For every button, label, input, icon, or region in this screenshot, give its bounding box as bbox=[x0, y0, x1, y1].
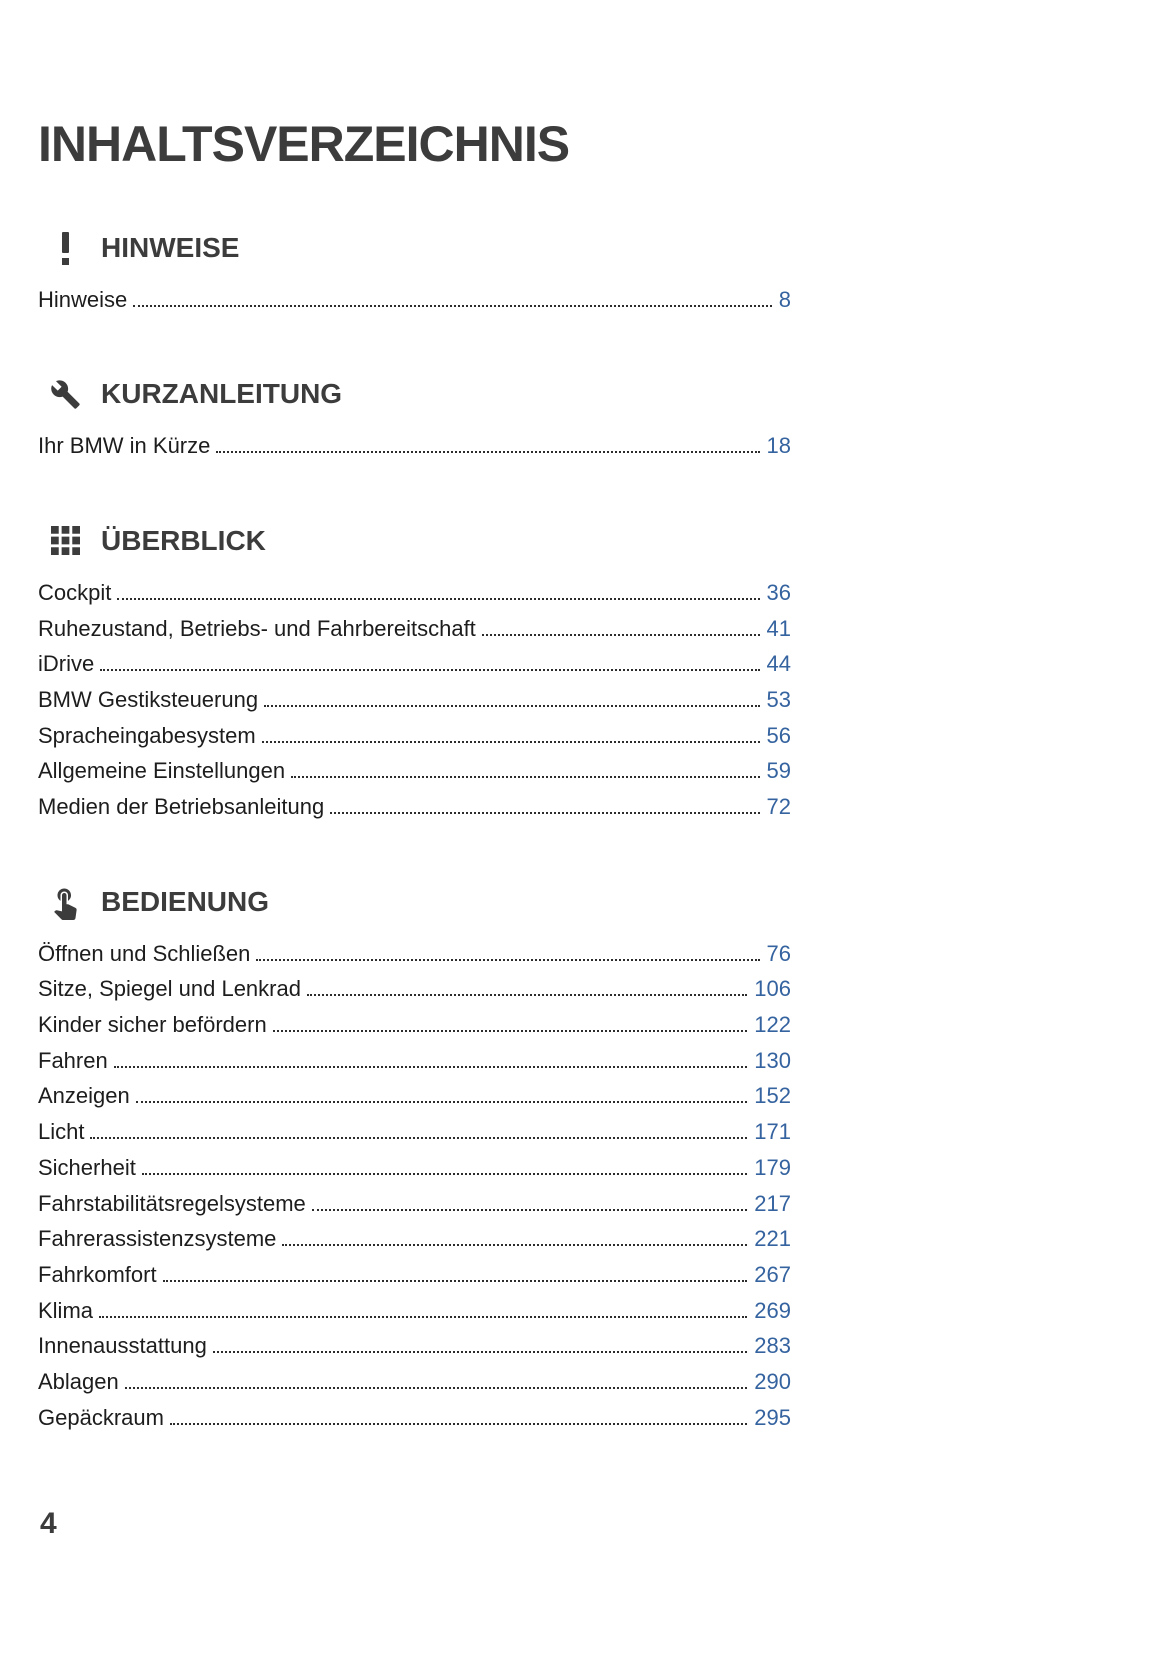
entry-page-ref: 171 bbox=[754, 1119, 791, 1145]
entry-page-ref: 122 bbox=[754, 1012, 791, 1038]
entry-label: Sitze, Spiegel und Lenkrad bbox=[38, 976, 301, 1002]
dot-leader bbox=[114, 1066, 748, 1068]
entry-label: Innenausstattung bbox=[38, 1333, 207, 1359]
dot-leader bbox=[282, 1244, 747, 1246]
entry-page-ref: 217 bbox=[754, 1190, 791, 1216]
dot-leader bbox=[117, 598, 759, 600]
toc-entry[interactable] bbox=[38, 1043, 791, 1079]
dot-leader bbox=[125, 1387, 748, 1389]
entry-page-ref: 290 bbox=[754, 1368, 791, 1394]
toc-entry[interactable] bbox=[38, 575, 791, 611]
entry-label: Ruhezustand, Betriebs- und Fahrbereitschaft bbox=[38, 615, 476, 641]
toc-entry[interactable] bbox=[38, 1186, 791, 1222]
entry-label: Spracheingabesystem bbox=[38, 722, 256, 748]
toc-section-ueberblick bbox=[38, 520, 791, 825]
entry-page-ref: 72 bbox=[766, 794, 791, 819]
wrench-icon bbox=[44, 373, 86, 415]
dot-leader bbox=[262, 741, 760, 743]
section-header bbox=[38, 373, 791, 415]
entry-label: Ablagen bbox=[38, 1368, 119, 1394]
dot-leader bbox=[99, 1316, 747, 1318]
entry-page-ref: 152 bbox=[754, 1083, 791, 1109]
page-title: INHALTSVERZEICHNIS bbox=[38, 116, 570, 172]
entry-page-ref: 221 bbox=[754, 1226, 791, 1252]
section-heading: KURZANLEITUNG bbox=[101, 378, 343, 410]
section-header bbox=[38, 520, 791, 562]
entry-label: Fahrstabilitätsregelsysteme bbox=[38, 1190, 306, 1216]
section-header bbox=[38, 227, 791, 269]
dot-leader bbox=[163, 1280, 748, 1282]
entry-page-ref: 106 bbox=[754, 976, 791, 1002]
toc-entry[interactable] bbox=[38, 1150, 791, 1186]
toc-section-bedienung bbox=[38, 881, 791, 1436]
entry-page-ref: 76 bbox=[766, 940, 791, 966]
entry-page-ref: 59 bbox=[766, 758, 791, 784]
entry-label: Licht bbox=[38, 1119, 85, 1145]
dot-leader bbox=[330, 812, 759, 814]
dot-leader bbox=[100, 669, 759, 671]
dot-leader bbox=[136, 1101, 748, 1103]
entry-label: Anzeigen bbox=[38, 1083, 130, 1109]
entry-label: Ihr BMW in Kürze bbox=[38, 433, 211, 459]
page-number: 4 bbox=[40, 1507, 57, 1540]
toc-section-kurzanleitung bbox=[38, 373, 791, 464]
entry-page-ref: 56 bbox=[766, 722, 791, 748]
entry-label: Hinweise bbox=[38, 286, 128, 312]
toc-entry[interactable] bbox=[38, 1114, 791, 1150]
entry-page-ref: 130 bbox=[754, 1047, 791, 1073]
dot-leader bbox=[291, 776, 759, 778]
entry-label: Kinder sicher befördern bbox=[38, 1012, 267, 1038]
dot-leader bbox=[133, 305, 771, 307]
toc-entry[interactable] bbox=[38, 1400, 791, 1436]
dot-leader bbox=[256, 959, 759, 961]
toc-entry[interactable] bbox=[38, 1078, 791, 1114]
entry-page-ref: 179 bbox=[754, 1154, 791, 1180]
dot-leader bbox=[142, 1173, 747, 1175]
dot-leader bbox=[307, 994, 747, 996]
dot-leader bbox=[216, 451, 759, 453]
entry-label: Allgemeine Einstellungen bbox=[38, 758, 286, 784]
grid-icon bbox=[44, 520, 86, 562]
hand-touch-icon bbox=[44, 881, 86, 923]
toc-section-hinweise bbox=[38, 227, 791, 318]
toc-entry[interactable] bbox=[38, 718, 791, 754]
dot-leader bbox=[273, 1030, 748, 1032]
toc-entry[interactable] bbox=[38, 646, 791, 682]
entry-label: Fahren bbox=[38, 1047, 108, 1073]
toc-entry[interactable] bbox=[38, 1328, 791, 1364]
entry-page-ref: 295 bbox=[754, 1404, 791, 1430]
section-heading: BEDIENUNG bbox=[101, 885, 270, 917]
entry-label: Klima bbox=[38, 1297, 94, 1323]
entry-label: BMW Gestiksteuerung bbox=[38, 686, 259, 712]
section-header bbox=[38, 881, 791, 923]
entry-page-ref: 44 bbox=[766, 651, 791, 677]
toc-entry[interactable] bbox=[38, 1007, 791, 1043]
entry-label: Fahrerassistenzsysteme bbox=[38, 1226, 277, 1252]
toc-entry[interactable] bbox=[38, 1293, 791, 1329]
entry-page-ref: 53 bbox=[766, 686, 791, 712]
entry-page-ref: 283 bbox=[754, 1333, 791, 1359]
toc-entry[interactable] bbox=[38, 936, 791, 972]
toc-entry[interactable] bbox=[38, 1364, 791, 1400]
toc-entry[interactable] bbox=[38, 753, 791, 789]
entry-page-ref: 18 bbox=[766, 433, 791, 459]
section-heading: HINWEISE bbox=[101, 231, 240, 263]
toc-entry[interactable] bbox=[38, 1221, 791, 1257]
dot-leader bbox=[213, 1351, 747, 1353]
exclamation-icon bbox=[44, 227, 86, 269]
entry-label: Cockpit bbox=[38, 579, 112, 605]
toc-entry[interactable] bbox=[38, 611, 791, 647]
toc-entry[interactable] bbox=[38, 282, 791, 318]
toc-sections bbox=[38, 227, 791, 1436]
entry-page-ref: 41 bbox=[766, 615, 791, 641]
dot-leader bbox=[170, 1423, 747, 1425]
dot-leader bbox=[264, 705, 759, 707]
entry-page-ref: 267 bbox=[754, 1261, 791, 1287]
entry-page-ref: 8 bbox=[778, 286, 791, 312]
entry-page-ref: 269 bbox=[754, 1297, 791, 1323]
dot-leader bbox=[482, 634, 760, 636]
entry-page-ref: 36 bbox=[766, 579, 791, 605]
entry-label: Öffnen und Schließen bbox=[38, 940, 251, 966]
toc-entry[interactable] bbox=[38, 1257, 791, 1293]
entry-label: Medien der Betriebsanleitung bbox=[38, 794, 325, 819]
dot-leader bbox=[312, 1209, 748, 1211]
entry-label: Fahrkomfort bbox=[38, 1261, 157, 1287]
toc-entry[interactable] bbox=[38, 971, 791, 1007]
toc-entry[interactable] bbox=[38, 428, 791, 464]
entry-label: Gepäckraum bbox=[38, 1404, 164, 1430]
toc-entry[interactable] bbox=[38, 682, 791, 718]
dot-leader bbox=[90, 1137, 747, 1139]
section-heading: ÜBERBLICK bbox=[101, 525, 266, 557]
entry-label: Sicherheit bbox=[38, 1154, 136, 1180]
entry-label: iDrive bbox=[38, 651, 95, 677]
toc-entry[interactable] bbox=[38, 789, 791, 825]
